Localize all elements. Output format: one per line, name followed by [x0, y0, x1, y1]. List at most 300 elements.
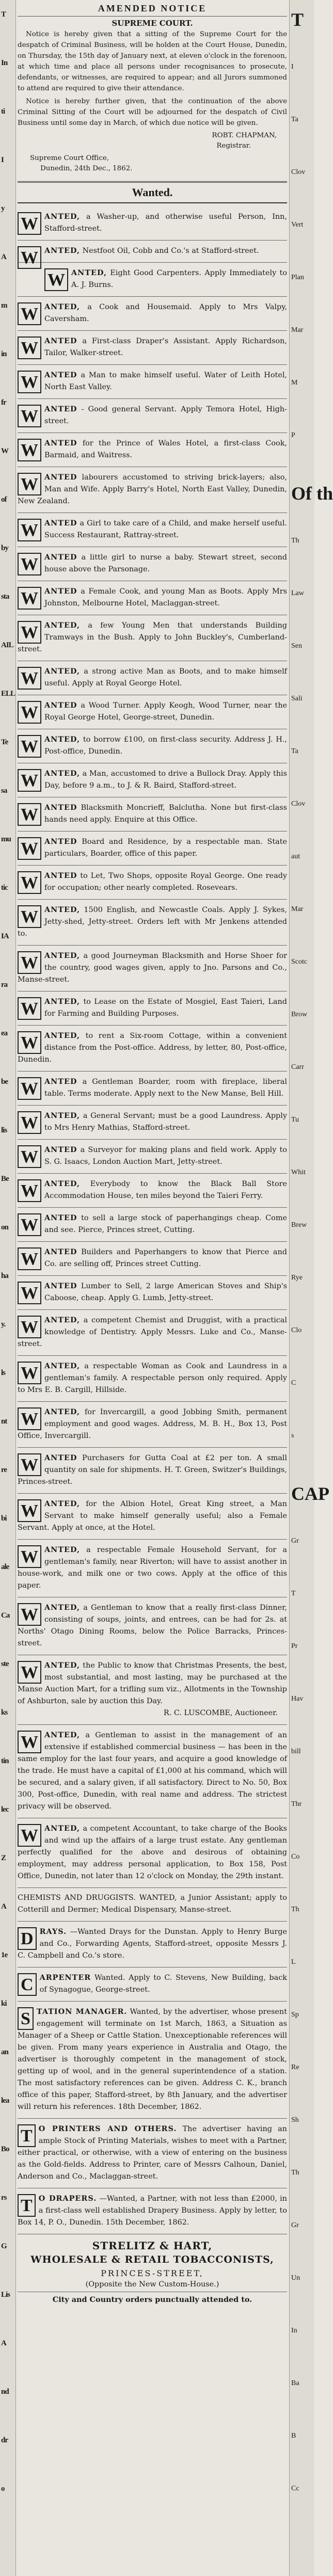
ad-text: a Man, accustomed to drive a Bullock Dray. Apply this Day, before 9 a.m., to J. & R. Baird, Stafford-street. [44, 770, 287, 790]
classified-ad [18, 797, 287, 831]
notice-signer-title: Registrar. [216, 142, 251, 150]
edge-fragment: bi [1, 1514, 7, 1523]
drop-cap: W [18, 1282, 41, 1304]
edge-fragment: Scotc [291, 958, 308, 966]
ad-text: Blacksmith Moncrieff, Balclutha. None but first-class hands need apply. Enquire at this Office. [44, 804, 287, 824]
ad-lead-word: TATION MANAGER. [36, 2007, 128, 2016]
drop-cap: W [18, 473, 41, 495]
edge-fragment: re [1, 1466, 7, 1474]
edge-fragment: sa [1, 787, 7, 795]
edge-fragment: Brow [291, 1011, 308, 1018]
ad-text: to rent a Six-room Cottage, within a convenient distance from the Post-office. Address, by letter, 80, Post-office, Dunedin. [18, 1032, 288, 1064]
ad-lead-word: RAYS. [39, 1927, 67, 1936]
ad-lead-word: ANTED [44, 405, 77, 413]
edge-fragment: an [1, 2048, 8, 2056]
edge-fragment: In [291, 2327, 297, 2334]
edge-fragment: Co [291, 1853, 300, 1861]
ad-lead-word: ANTED, [44, 1362, 80, 1370]
edge-fragment: T [291, 1590, 296, 1597]
classified-ad [18, 991, 287, 1026]
classified-ad [18, 1448, 287, 1494]
classified-ad [18, 615, 287, 661]
classified-ad [18, 1967, 287, 2002]
notice-signer: ROBT. CHAPMAN, [212, 132, 277, 139]
classified-ad [18, 1242, 287, 1276]
ad-lead-word: ANTED, [44, 769, 80, 778]
notice-title: AMENDED NOTICE [18, 3, 287, 17]
drop-cap: T [18, 2194, 36, 2217]
ad-text: Lumber to Sell, 2 large American Stoves and Ship's Caboose, cheap. Apply G. Lumb, Jetty-street. [44, 1282, 288, 1302]
drop-cap: C [18, 1973, 37, 1996]
edge-fragment: Carr [291, 1063, 304, 1071]
ad-lead-word: ANTED, [44, 1179, 80, 1188]
ad-lead-word: ARPENTER [39, 1973, 91, 1982]
edge-fragment: Vert [291, 221, 304, 229]
ad-text: a competent Chemist and Druggist, with a practical knowledge of Dentistry. Apply Messrs. Luke and Co., Manse-street. [18, 1316, 287, 1348]
classified-ad [18, 763, 287, 797]
ad-text: a Gentleman Boarder, room with fireplace, liberal table. Terms moderate. Apply next to the New Manse, Bell Hill. [44, 1078, 288, 1098]
drop-cap: W [44, 268, 68, 291]
classified-ad [18, 581, 287, 615]
edge-fragment: of [1, 495, 7, 504]
drop-cap: W [18, 769, 41, 792]
edge-fragment: Gr [291, 1537, 299, 1545]
edge-fragment: B [291, 2432, 296, 2440]
drop-cap: W [18, 302, 41, 325]
drop-cap: W [18, 621, 41, 644]
ad-lead-word: ANTED [44, 803, 77, 812]
edge-fragment: Clo [291, 1326, 302, 1334]
ad-text: Builders and Paperhangers to know that Pierce and Co. are selling off, Princes street Cutting. [44, 1248, 287, 1268]
edge-fragment: 1e [1, 1951, 8, 1959]
ad-text: a General Servant; must be a good Laundress. Apply to Mrs Henry Mathias, Stafford-street. [44, 1112, 287, 1132]
edge-fragment: G [1, 2242, 7, 2250]
edge-fragment: CAP [291, 1483, 329, 1504]
ad-text: a Gentleman to assist in the management of an extensive if established commercial business — has been in the same employ for the last four years, and acquire a good knowledge of the trade. He must have a capital of £1,000 at his command, which will be secured, and a salary given, if all satisfactory. Direct to No. 50, Box 300, Post-office, Dunedin, with real name and address. The strictest privacy will be observed. [18, 1731, 287, 1811]
drop-cap: W [18, 519, 41, 541]
edge-fragment: lec [1, 1805, 9, 1814]
ad-text: a competent Accountant, to take charge of the Books and wind up the affairs of a large trust estate. Any gentleman perfectly qualified for the above and desirous of obtaining employment, may address personal application, to Box 158, Post Office, Dunedin, not later than 12 o'clock on Monday, the 29th instant. [18, 1825, 287, 1880]
ad-text: 1500 English, and Newcastle Coals. Apply J. Sykes, Jetty-shed, Jetty-street. Orders left with Mr Jenkens attended to. [18, 906, 288, 938]
ad-text: Wanted, by the advertiser, whose present engagement will terminate on 1st March, 1863, a Situation as Manager of a Sheep or Cattle Station. Unexceptionable references will be given. From many years experience in Australia and Otago, the advertiser is thoroughly competent in the management of stock, getting up of wool, and in the general superintendence of a station. The most satisfactory references can be given. Address C. K., branch office of this paper, Stafford-street, by 8th January, and the advertiser will return his references. 18th December, 1862. [18, 2008, 287, 2111]
ad-text: to Let, Two Shops, opposite Royal George. One ready for occupation; other nearly completed. Rosevears. [44, 872, 287, 892]
ad-lead-word: ANTED, [44, 302, 80, 311]
edge-fragment: Te [1, 738, 8, 746]
edge-fragment: Brew [291, 1221, 307, 1229]
edge-fragment: Sp [291, 2011, 299, 2019]
classified-ad [18, 1208, 287, 1242]
drop-cap: W [18, 1661, 41, 1684]
drop-cap: T [18, 2124, 36, 2147]
drop-cap: W [18, 1824, 41, 1847]
ad-lead-word: ANTED, [44, 621, 80, 630]
edge-fragment: Gr [291, 2221, 299, 2229]
drop-cap: W [18, 1031, 41, 1054]
ad-lead-word: ANTED [44, 553, 77, 562]
edge-fragment: y [1, 204, 5, 213]
drop-cap: W [18, 553, 41, 575]
classified-ad [18, 365, 287, 399]
ad-text: the Public to know that Christmas Presents, the best, most substantial, and most lasting, may be purchased at the Manse Auction Mart, for a trifling sum viz., Allotments in the Township of Ashburton, sale by auction this Day. [18, 1661, 287, 1705]
drop-cap: W [18, 951, 41, 974]
notice-paragraph-2: Notice is hereby further given, that the continuation of the above Criminal Sitting of the Court will be adjourned for the despatch of Civil Business until some day in March, of which due notice will be given. [18, 98, 287, 127]
ad-lead-word: ANTED, [44, 1603, 80, 1612]
ad-text: for the Prince of Wales Hotel, a first-class Cook, Barmaid, and Waitress. [44, 439, 288, 459]
drop-cap: W [18, 405, 41, 427]
drop-cap: W [18, 1145, 41, 1168]
wanted-section-title: Wanted. [18, 181, 287, 203]
ad-lead-word: ANTED, [44, 735, 80, 744]
classified-ad [18, 547, 287, 581]
classified-ad [18, 2188, 287, 2234]
edge-fragment: ELL [1, 690, 15, 698]
edge-fragment: P [291, 431, 295, 439]
drop-cap: W [18, 1316, 41, 1338]
ad-text: a strong active Man as Boots, and to make himself useful. Apply at Royal George Hotel. [44, 667, 287, 687]
edge-fragment: I [291, 63, 294, 71]
ad-signature: R. C. LUSCOMBE, Auctioneer. [163, 1709, 278, 1717]
edge-fragment: rs [1, 2194, 7, 2202]
edge-fragment: I [1, 156, 4, 164]
classified-ad [18, 1725, 287, 1818]
drop-cap: W [18, 246, 41, 269]
edge-fragment: IA [1, 932, 9, 940]
classified-ad [18, 467, 287, 513]
classified-ad [18, 1597, 287, 1655]
ad-text: Board and Residence, by a respectable man. State particulars, Boarder, office of this paper. [44, 838, 288, 858]
edge-fragment: o [1, 2485, 5, 2493]
edge-fragment: be [1, 1078, 8, 1086]
edge-fragment: Re [291, 2063, 299, 2071]
edge-fragment: mu [1, 835, 11, 843]
ad-text: a respectable Female Household Servant, for a gentleman's family, near Riverton; will have to assist another in house-work, and milk one or two cows. Apply at the office of this paper. [18, 1546, 287, 1590]
ad-lead-word: ANTED [44, 371, 77, 379]
edge-fragment: T [291, 9, 304, 30]
edge-fragment: Of th [291, 483, 333, 504]
edge-fragment: A [1, 253, 6, 261]
edge-fragment: C [291, 1379, 296, 1387]
ad-lead-word: ANTED [44, 1247, 77, 1256]
ad-lead-word: ANTED [44, 837, 77, 846]
ad-text: - Good general Servant. Apply Temora Hotel, High-street. [44, 405, 287, 425]
ad-text: a Gentleman to know that a really first-class Dinner, consisting of soups, joints, and entrees, can be had for 2s. at Norths' Otago Dining Rooms, below the Police Barracks, Princes-street. [18, 1604, 288, 1647]
drop-cap: W [18, 735, 41, 758]
classified-ad [18, 1071, 287, 1106]
business-trade: WHOLESALE & RETAIL TOBACCONISTS, [30, 2254, 274, 2265]
classified-ad [18, 1356, 287, 1402]
edge-fragment: on [1, 1223, 8, 1231]
ad-text: a Cook and Housemaid. Apply to Mrs Valpy, Caversham. [44, 303, 288, 323]
edge-fragment: Rye [291, 1274, 303, 1282]
classifieds-column [18, 0, 287, 2309]
classified-ad [18, 1922, 287, 1967]
drop-cap: W [18, 837, 41, 860]
edge-fragment: M [291, 379, 298, 387]
ad-text: to sell a large stock of paperhangings cheap. Come and see. Pierce, Princes street, Cutting. [44, 1214, 287, 1234]
ad-text: for the Albion Hotel, Great King street, a Man Servant to make himself generally useful; also a Female Servant. Apply at once, at the Hotel. [18, 1500, 287, 1532]
edge-fragment: Bo [1, 2145, 9, 2153]
classified-ad [18, 2119, 287, 2188]
ad-list [18, 206, 287, 2234]
ad-text: a respectable Woman as Cook and Laundress in a gentleman's family. A respectable person only required. Apply to Mrs E. B. Cargill, Hillside. [18, 1362, 287, 1394]
ad-lead-word: ANTED, [44, 1316, 80, 1324]
ad-lead-word: ANTED, [44, 1661, 80, 1670]
edge-fragment: tic [1, 884, 8, 892]
ad-lead-word: ANTED, [44, 1545, 80, 1554]
edge-fragment: Ta [291, 116, 298, 123]
edge-fragment: Ta [291, 747, 298, 755]
edge-fragment: nt [1, 1417, 7, 1426]
drop-cap: D [18, 1927, 37, 1950]
edge-fragment: Sh [291, 2116, 299, 2124]
edge-fragment: Mar [291, 326, 304, 334]
ad-text: to borrow £100, on first-class security. Address J. H., Post-office, Dunedin. [44, 735, 287, 756]
ad-lead-word: ANTED, [44, 997, 80, 1006]
ad-lead-word: ANTED, [44, 1499, 80, 1508]
drop-cap: W [18, 997, 41, 1020]
ad-lead-word: ANTED, [44, 1407, 80, 1416]
business-name: STRELITZ & HART, [92, 2239, 213, 2252]
edge-fragment: nd [1, 2388, 9, 2396]
edge-fragment: ha [1, 1272, 8, 1280]
drop-cap: W [18, 212, 41, 235]
edge-fragment: T [1, 10, 6, 19]
edge-fragment: Mar [291, 905, 304, 913]
ad-lead-word: ANTED [44, 1453, 77, 1462]
ad-lead-word: ANTED, [44, 905, 80, 914]
ad-text: —Wanted, a Partner, with not less than £2000, in a first-class well established Drapery Business. Apply by letter, to Box 14, P. O., Dunedin. 15th December, 1862. [18, 2195, 287, 2227]
ad-text: a Man to make himself useful. Water of Leith Hotel, North East Valley. [44, 371, 288, 391]
classified-ad [18, 1174, 287, 1208]
edge-fragment: Thr [291, 1800, 302, 1808]
ad-lead-word: ANTED [44, 473, 77, 482]
ad-text: a Washer-up, and otherwise useful Person, Inn, Stafford-street. [44, 213, 287, 233]
ad-text: Purchasers for Gutta Coal at £2 per ton. A small quantity on sale for shipments. H. T. Green, Switzer's Buildings, Princes-street. [18, 1454, 287, 1486]
ad-text: Wanted. Apply to C. Stevens, New Building, back of Synagogue, George-street. [39, 1974, 287, 1994]
drop-cap: W [18, 1499, 41, 1522]
business-street: PRINCES-STREET, [101, 2268, 204, 2278]
drop-cap: W [18, 1179, 41, 1202]
classified-ad [18, 1026, 287, 1071]
ad-text: a Female Cook, and young Man as Boots. Apply Mrs Johnston, Melbourne Hotel, Maclaggan-street. [44, 587, 287, 607]
edge-fragment: Th [291, 537, 299, 545]
ad-lead-word: ANTED, [44, 1731, 80, 1739]
drop-cap: W [18, 1407, 41, 1430]
drop-cap: W [18, 905, 41, 928]
drop-cap: W [18, 1247, 41, 1270]
edge-fragment: Ba [291, 2379, 299, 2387]
ad-lead-word: ANTED, [44, 951, 80, 960]
drop-cap: W [18, 1545, 41, 1568]
ad-text: for Invercargill, a good Jobbing Smith, permanent employment and good wages. Address, M. B. H., Box 13, Post Office, Invercargill. [18, 1408, 287, 1440]
classified-ad [18, 1310, 287, 1356]
edge-fragment: A [1, 1902, 6, 1911]
ad-lead-word: ANTED [44, 439, 77, 447]
ad-text: labourers accustomed to striving brick-layers; also, Man and Wife. Apply Barry's Hotel, North East Valley, Dunedin, New Zealand. [18, 473, 288, 505]
ad-lead-word: ANTED, [44, 1031, 80, 1040]
edge-fragment: Lis [1, 2291, 10, 2299]
classified-ad [18, 297, 287, 331]
classified-ad [18, 206, 287, 241]
drop-cap: W [18, 1603, 41, 1626]
edge-fragment: Law [291, 589, 304, 597]
classified-ad [18, 513, 287, 547]
classified-ad [18, 1494, 287, 1540]
edge-fragment: Ca [1, 1611, 10, 1620]
right-column-fragment [289, 0, 333, 2576]
ad-lead-word: ANTED, [44, 212, 80, 221]
classified-ad [18, 1818, 287, 1888]
classified-ad [18, 263, 287, 297]
ad-lead-word: O DRAPERS. [38, 2194, 97, 2203]
drop-cap: W [18, 587, 41, 610]
classified-ad [18, 399, 287, 433]
classified-ad [18, 1888, 287, 1922]
classified-ad [18, 866, 287, 900]
edge-fragment: ti [1, 107, 5, 116]
ad-lead-word: ANTED, [44, 667, 80, 676]
edge-fragment: ki [1, 1999, 7, 2008]
edge-fragment: m [1, 301, 7, 310]
edge-fragment: sta [1, 593, 9, 601]
edge-fragment: Whit [291, 1169, 306, 1176]
edge-fragment: dr [1, 2436, 8, 2444]
ad-text: The advertiser having an ample Stock of Printing Materials, wishes to meet with a Partner, either practical, or otherwise, with a view of entering on the business as the Gold-fields. Address to Printer, care of Messrs Calhoun, Daniel, Anderson and Co., Maclaggan-street. [18, 2125, 288, 2181]
ad-lead-word: ANTED, [44, 246, 80, 255]
notice-office [30, 153, 287, 174]
left-column-fragment [0, 0, 16, 2576]
edge-fragment: ks [1, 1708, 8, 1717]
notice-paragraph-1: Notice is hereby given that a sitting of the Supreme Court for the despatch of Criminal Business, will be holden at the Court House, Dunedin, on Thursday, the 15th day of January next, at eleven o'clock in the forenoon, at which time and place all persons under recognisances to prosecute, defendants, or witnesses, are required to appear; and all Jurors summoned to attend are required to give their attendance. [18, 30, 287, 92]
classified-ad [18, 729, 287, 763]
court-heading: SUPREME COURT. [112, 19, 193, 28]
edge-fragment: aut [291, 853, 300, 860]
edge-fragment: Pr [291, 1642, 298, 1650]
ad-text: a good Journeyman Blacksmith and Horse Shoer for the country, good wages given, apply to Jno. Parsons and Co., Manse-street. [18, 952, 287, 984]
ad-lead-word: O PRINTERS AND OTHERS. [38, 2124, 177, 2133]
ad-lead-word: ANTED [44, 587, 77, 596]
classified-ad [18, 1140, 287, 1174]
edge-fragment: Un [291, 2274, 300, 2282]
classified-ad [18, 241, 287, 267]
edge-fragment: Th [291, 1906, 299, 1913]
classified-ad [18, 661, 287, 695]
classified-ad [18, 695, 287, 729]
drop-cap: W [18, 1453, 41, 1476]
edge-fragment: Be [1, 1175, 9, 1183]
drop-cap: W [18, 667, 41, 690]
edge-fragment: Sali [291, 695, 303, 702]
business-orders: City and Country orders punctually attended to. [18, 2292, 287, 2304]
edge-fragment: Sen [291, 642, 302, 650]
ad-text: a Surveyor for making plans and field work. Apply to S. G. Isaacs, London Auction Mart, Jetty-street. [44, 1146, 287, 1166]
edge-fragment: Hav [291, 1695, 304, 1703]
edge-fragment: ra [1, 981, 8, 989]
drop-cap: W [18, 1731, 41, 1753]
edge-fragment: s [291, 1432, 294, 1439]
classified-ad [18, 1106, 287, 1140]
edge-fragment: in [1, 350, 7, 358]
edge-fragment: tin [1, 1757, 9, 1765]
ad-text: Eight Good Carpenters. Apply Immediately to A. J. Burns. [71, 269, 288, 289]
drop-cap: W [18, 439, 41, 461]
edge-fragment: L [291, 1958, 296, 1966]
ad-lead-word: ANTED, [44, 1824, 80, 1833]
edge-fragment: AIL [1, 641, 13, 649]
drop-cap: W [18, 701, 41, 724]
ad-text: CHEMISTS AND DRUGGISTS. WANTED, a Junior Assistant; apply to Cotterill and Dermer; Medical Dispensary, Manse-street. [18, 1894, 287, 1914]
ad-lead-word: ANTED [44, 1213, 77, 1222]
edge-fragment: fr [1, 398, 6, 407]
edge-fragment: ls [1, 1369, 6, 1377]
drop-cap: W [18, 1362, 41, 1384]
edge-fragment: ale [1, 1563, 9, 1571]
classified-ad [18, 831, 287, 866]
ad-lead-word: ANTED, [44, 1111, 80, 1120]
edge-fragment: ea [1, 1029, 8, 1037]
classified-ad [18, 1402, 287, 1448]
ad-text: to Lease on the Estate of Mosgiel, East Taieri, Land for Farming and Building Purposes. [44, 998, 288, 1018]
classified-ad [18, 331, 287, 365]
ad-text: a Girl to take care of a Child, and make herself useful. Success Restaurant, Rattray-street. [44, 519, 287, 539]
classified-ad [18, 1655, 287, 1725]
edge-fragment: ste [1, 1660, 9, 1668]
ad-text: a Wood Turner. Apply Keogh, Wood Turner, near the Royal George Hotel, George-street, Dunedin. [44, 701, 287, 722]
drop-cap: W [18, 871, 41, 894]
ad-text: —Wanted Drays for the Dunstan. Apply to Henry Burge and Co., Forwarding Agents, Stafford-street, opposite Messrs J. C. Campbell and Co.'s store. [18, 1928, 287, 1960]
edge-fragment: Clov [291, 800, 306, 808]
business-advert [18, 2234, 287, 2309]
edge-fragment: W [1, 447, 8, 455]
edge-fragment: Z [1, 1854, 6, 1862]
classified-ad [18, 2002, 287, 2119]
edge-fragment: y. [1, 1320, 6, 1329]
ad-lead-word: ANTED, [71, 268, 107, 277]
edge-fragment: lea [1, 2097, 9, 2105]
classified-ad [18, 900, 287, 946]
classified-ad [18, 1276, 287, 1310]
ad-text: a few Young Men that understands Building Tramways in the Bush. Apply to John Buckley's, Cumberland-street. [18, 621, 287, 653]
notice-office-line-2: Dunedin, 24th Dec., 1862. [40, 165, 133, 172]
ad-lead-word: ANTED [44, 1145, 77, 1154]
ad-text: Everybody to know the Black Ball Store Accommodation House, ten miles beyond the Taieri Ferry. [44, 1180, 288, 1200]
notice-office-line-1: Supreme Court Office, [30, 154, 109, 162]
classified-ad [18, 946, 287, 991]
ad-lead-word: ANTED [44, 701, 77, 710]
edge-fragment: Th [291, 2169, 299, 2177]
ad-text: a First-class Draper's Assistant. Apply Richardson, Tailor, Walker-street. [44, 337, 288, 357]
classified-ad [18, 1540, 287, 1597]
ad-lead-word: ANTED [44, 337, 77, 345]
edge-fragment: In [1, 59, 8, 67]
edge-fragment: bill [291, 1748, 301, 1755]
ad-lead-word: ANTED [44, 871, 77, 880]
ad-lead-word: ANTED [44, 519, 77, 527]
classified-ad [18, 433, 287, 467]
ad-text: a little girl to nurse a baby. Stewart street, second house above the Parsonage. [44, 553, 287, 573]
edge-fragment: Clov [291, 168, 306, 176]
business-opposite: (Opposite the New Custom-House.) [85, 2280, 219, 2289]
ad-lead-word: ANTED [44, 1282, 77, 1290]
drop-cap: S [18, 2007, 34, 2030]
edge-fragment: Plan [291, 274, 304, 281]
drop-cap: W [18, 1077, 41, 1100]
ad-text: Nestfoot Oil, Cobb and Co.'s at Stafford-street. [82, 247, 259, 255]
edge-fragment: Tu [291, 1116, 299, 1124]
drop-cap: W [18, 803, 41, 826]
drop-cap: W [18, 371, 41, 393]
edge-fragment: by [1, 544, 8, 552]
